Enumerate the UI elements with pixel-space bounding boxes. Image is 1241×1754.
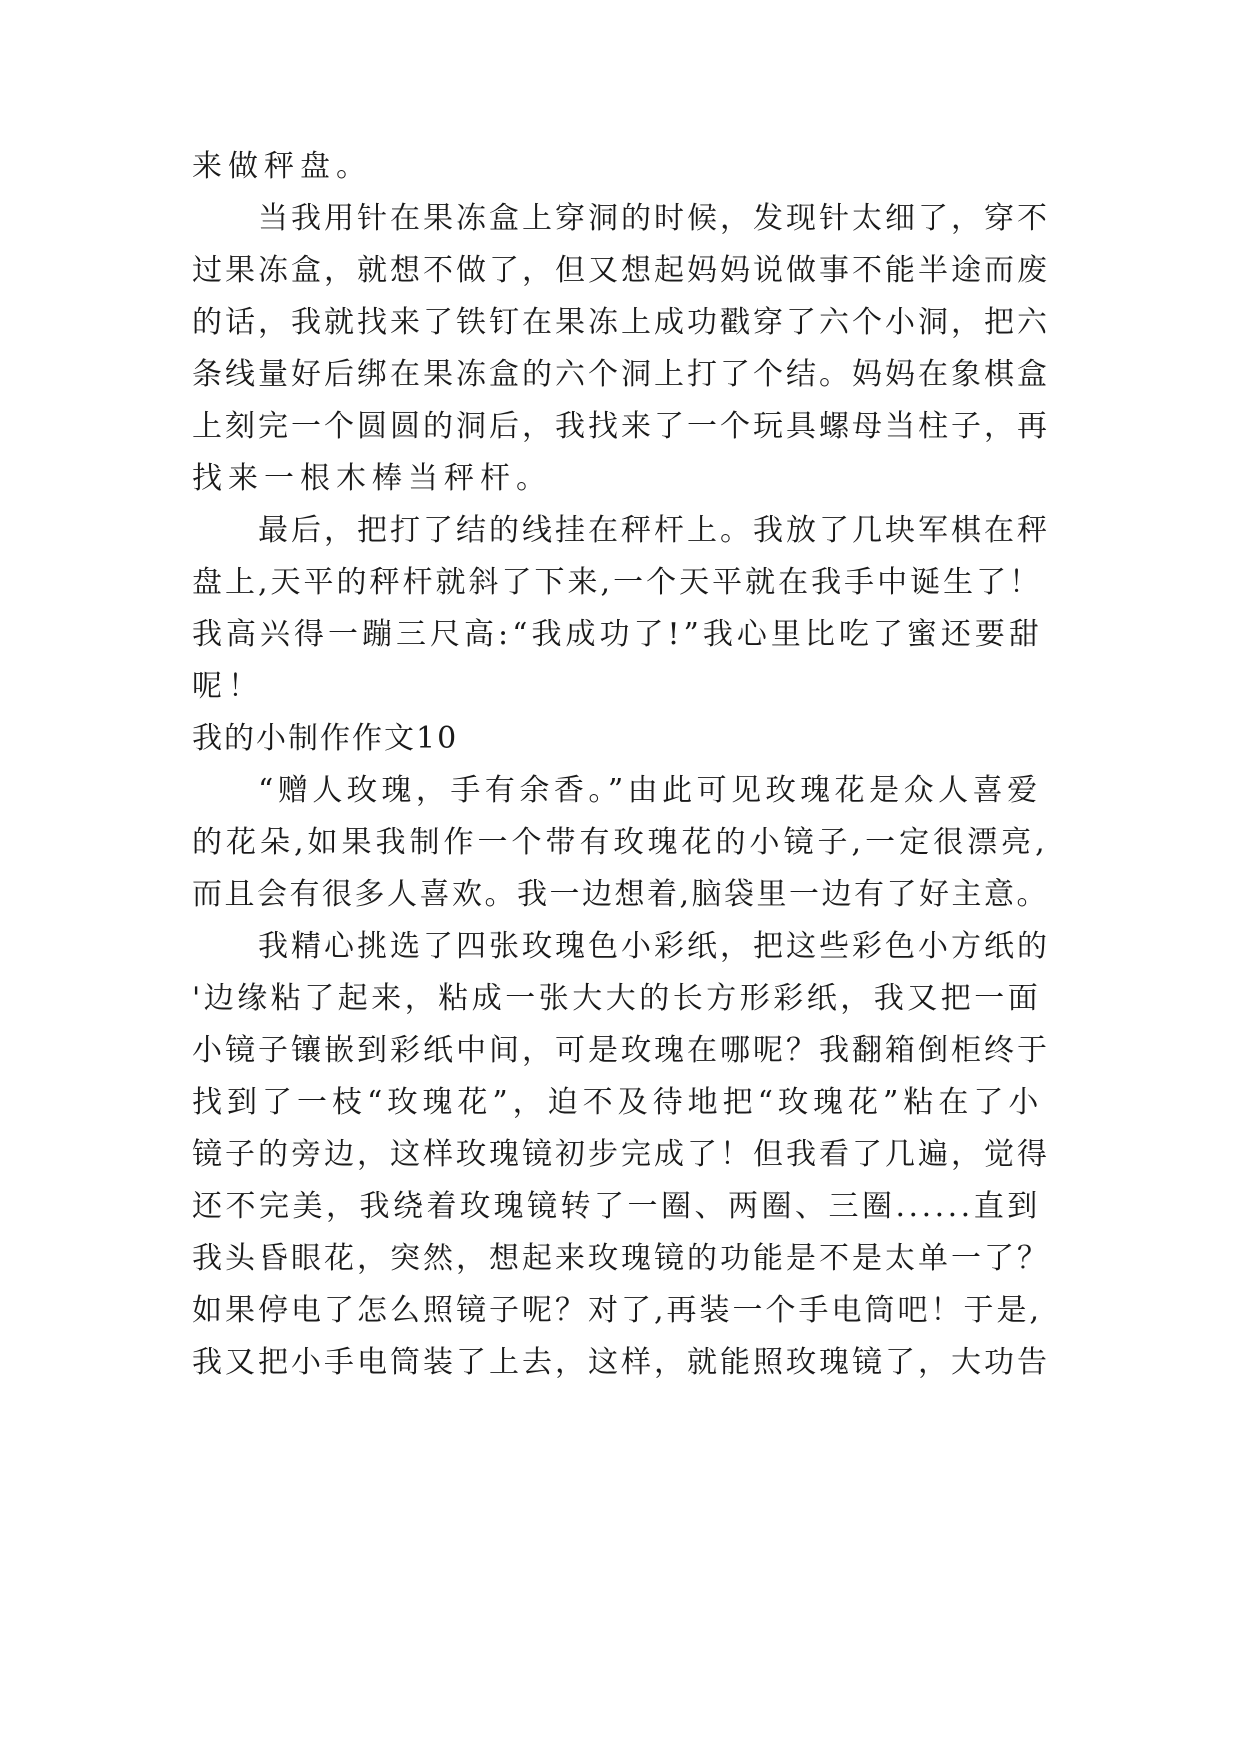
text-line: 呢！ [192, 669, 264, 704]
text-line: 而且会有很多人喜欢。我一边想着,脑袋里一边有了好主意。 [192, 877, 1050, 912]
text-line: 找到了一枝“玫瑰花”，迫不及待地把“玫瑰花”粘在了小 [192, 1085, 1044, 1120]
text-line: 盘上,天平的秤杆就斜了下来,一个天平就在我手中诞生了！ [192, 565, 1043, 600]
text-line: 最后，把打了结的线挂在秤杆上。我放了几块军棋在秤 [258, 513, 1050, 548]
text-line: 如果停电了怎么照镜子呢？对了,再装一个手电筒吧！于是, [192, 1293, 1043, 1328]
text-line: 我精心挑选了四张玫瑰色小彩纸，把这些彩色小方纸的 [258, 929, 1050, 964]
text-line: 来做秤盘。 [192, 149, 372, 184]
text-line: 找来一根木棒当秤杆。 [192, 461, 552, 496]
text-line: 过果冻盒，就想不做了，但又想起妈妈说做事不能半途而废 [192, 253, 1050, 288]
text-line: 上刻完一个圆圆的洞后，我找来了一个玩具螺母当柱子，再 [192, 409, 1050, 444]
text-line: 的花朵,如果我制作一个带有玫瑰花的小镜子,一定很漂亮, [192, 825, 1049, 860]
text-line: '边缘粘了起来，粘成一张大大的长方形彩纸，我又把一面 [192, 981, 1042, 1016]
text-line: 我高兴得一蹦三尺高:“我成功了!”我心里比吃了蜜还要甜 [192, 617, 1043, 652]
text-line: 条线量好后绑在果冻盒的六个洞上打了个结。妈妈在象棋盒 [192, 357, 1050, 392]
text-line: 我又把小手电筒装了上去，这样，就能照玫瑰镜了，大功告 [192, 1345, 1050, 1380]
text-line: 镜子的旁边，这样玫瑰镜初步完成了！但我看了几遍，觉得 [192, 1137, 1050, 1172]
text-line: 的话，我就找来了铁钉在果冻上成功戳穿了六个小洞，把六 [192, 305, 1050, 340]
text-line: 当我用针在果冻盒上穿洞的时候，发现针太细了，穿不 [258, 201, 1050, 236]
text-line: “赠人玫瑰，手有余香。”由此可见玫瑰花是众人喜爱 [258, 773, 1042, 808]
text-line: 我头昏眼花，突然，想起来玫瑰镜的功能是不是太单一了？ [192, 1241, 1050, 1276]
text-line: 还不完美，我绕着玫瑰镜转了一圈、两圈、三圈......直到 [192, 1189, 1041, 1224]
section-heading: 我的小制作作文10 [192, 721, 459, 756]
text-line: 小镜子镶嵌到彩纸中间，可是玫瑰在哪呢？我翻箱倒柜终于 [192, 1033, 1050, 1068]
